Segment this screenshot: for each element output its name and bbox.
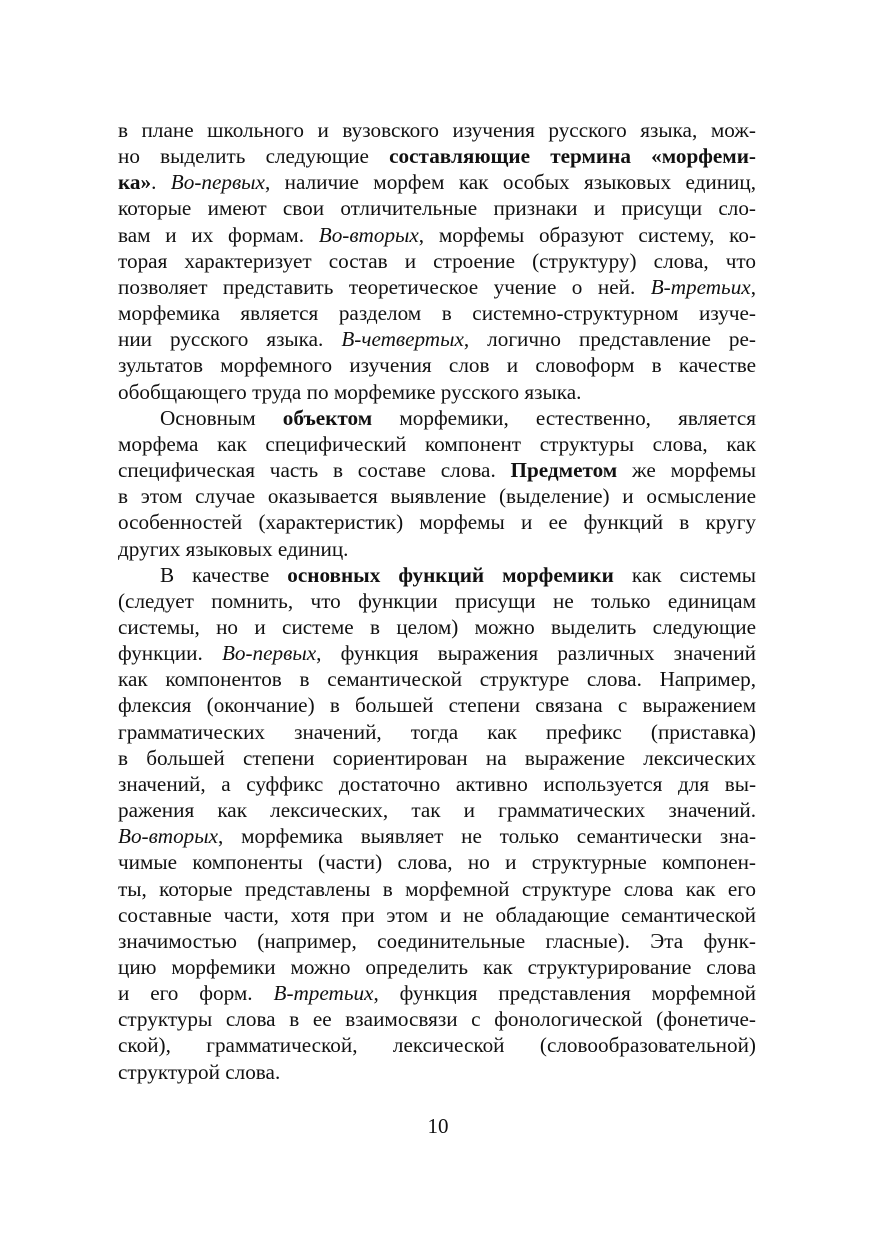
text-run: в плане школьного и вузовского изучения русского языка, мож-	[118, 118, 756, 142]
text-run: торая характеризует состав и строение (структуру) слова, что	[118, 248, 756, 273]
text-line	[118, 1032, 756, 1058]
italic-marker: В-третьих	[650, 274, 751, 299]
text-line	[118, 980, 756, 1006]
text-run: ,	[750, 274, 756, 299]
text-run: структуры слова в ее взаимосвязи с фонологической (фонетиче-	[118, 1007, 756, 1032]
text-line	[118, 719, 756, 745]
text-run: , функция представления морфемной	[373, 981, 756, 1006]
text-run: которые имеют свои отличительные признаки и присущи сло-	[118, 196, 756, 221]
bold-term: составляющие термина «морфеми-	[389, 144, 756, 169]
text-line	[118, 666, 756, 692]
text-line	[118, 143, 756, 169]
page-body-text	[118, 117, 756, 1085]
text-run: значимостью (например, соединительные гласные). Эта функ-	[118, 928, 756, 953]
text-run: цию морфемики можно определить как структурирование слова	[118, 955, 756, 979]
text-line	[118, 405, 756, 431]
text-line	[118, 588, 756, 614]
text-line	[118, 771, 756, 797]
text-line	[118, 509, 756, 535]
text-line	[118, 248, 756, 274]
text-run: в этом случае оказывается выявление (выделение) и осмысление	[118, 484, 756, 509]
paragraph-2	[118, 405, 756, 562]
text-line	[118, 876, 756, 902]
text-line	[118, 300, 756, 326]
text-run: позволяет представить теоретическое учение о ней.	[118, 274, 651, 299]
text-run: же морфемы	[617, 458, 756, 483]
text-run: специфическая часть в составе слова.	[118, 458, 511, 483]
text-run: чимые компоненты (части) слова, но и структурные компонен-	[118, 850, 756, 875]
text-run: , морфемика выявляет не только семантически зна-	[218, 824, 756, 849]
text-run: особенностей (характеристик) морфемы и ее функций в кругу	[118, 510, 756, 535]
text-run: системы, но и системе в целом) можно выделить следующие	[118, 614, 756, 639]
text-line	[118, 352, 756, 378]
text-run: вам и их формам.	[118, 222, 319, 247]
text-run: , морфемы образуют систему, ко-	[418, 222, 756, 247]
text-run: морфема как специфический компонент структуры слова, как	[118, 431, 756, 456]
text-line	[118, 902, 756, 928]
text-line	[118, 274, 756, 300]
text-run: В качестве	[160, 562, 288, 587]
text-run: обобщающего труда по морфемике русского языка.	[118, 379, 582, 404]
text-run: нии русского языка.	[118, 327, 342, 352]
text-run: составные части, хотя при этом и не обладающие семантической	[118, 902, 756, 927]
text-run: грамматических значений, тогда как префикс (приставка)	[118, 719, 756, 744]
text-line	[118, 1059, 756, 1085]
text-line	[118, 195, 756, 221]
text-line	[118, 457, 756, 483]
text-run: (следует помнить, что функции присущи не только единицам	[118, 588, 756, 613]
text-line	[118, 954, 756, 980]
text-run: зультатов морфемного изучения слов и словоформ в качестве	[118, 353, 756, 378]
text-run: структурой слова.	[118, 1059, 281, 1084]
text-run: в большей степени сориентирован на выражение лексических	[118, 745, 756, 770]
text-line	[118, 692, 756, 718]
text-run: флексия (окончание) в большей степени связана с выражением	[118, 693, 756, 718]
text-line	[118, 614, 756, 640]
text-run: как компонентов в семантической структуре слова. Например,	[118, 667, 756, 692]
italic-marker: В-четвертых	[341, 327, 464, 352]
text-run: , логично представление ре-	[463, 327, 756, 352]
text-line	[118, 379, 756, 405]
text-line	[118, 483, 756, 509]
text-run: морфемика является разделом в системно-структурном изуче-	[118, 301, 756, 326]
text-run: и его форм.	[118, 981, 274, 1006]
text-run: Основным	[160, 405, 283, 430]
bold-term: основных функций морфемики	[287, 562, 614, 587]
italic-marker: Во-вторых	[118, 824, 219, 849]
text-run: как системы	[613, 562, 757, 587]
italic-marker: В-третьих	[273, 981, 374, 1006]
text-line	[118, 326, 756, 352]
text-run: ской), грамматической, лексической (словообразовательной)	[118, 1033, 756, 1058]
text-line	[118, 1006, 756, 1032]
text-run: функции.	[118, 641, 222, 666]
text-line	[118, 745, 756, 771]
text-run: но выделить следующие	[118, 144, 390, 169]
text-run: , наличие морфем как особых языковых единиц,	[264, 170, 757, 195]
bold-term: Предметом	[510, 458, 618, 483]
text-line	[118, 536, 756, 562]
text-run: значений, а суффикс достаточно активно используется для вы-	[118, 771, 756, 796]
italic-marker: Во-вторых	[318, 222, 419, 247]
page-number: 10	[427, 1114, 449, 1138]
text-line	[118, 928, 756, 954]
paragraph-3	[118, 562, 756, 1085]
bold-term: ка»	[118, 170, 152, 195]
text-line	[118, 823, 756, 849]
text-run: ты, которые представлены в морфемной структуре слова как его	[118, 876, 756, 901]
text-run: морфемики, естественно, является	[372, 405, 756, 430]
italic-marker: Во-первых	[221, 641, 317, 666]
text-run: ражения как лексических, так и грамматических значений.	[118, 798, 756, 823]
text-line	[118, 562, 756, 588]
text-line	[118, 222, 756, 248]
paragraph-1	[118, 117, 756, 405]
text-run: , функция выражения различных значений	[316, 641, 756, 666]
italic-marker: Во-первых	[170, 170, 265, 195]
text-line	[118, 640, 756, 666]
text-line	[118, 169, 756, 195]
text-line	[118, 431, 756, 457]
text-run: других языковых единиц.	[118, 536, 349, 561]
text-line	[118, 797, 756, 823]
text-line	[118, 849, 756, 875]
text-line	[118, 117, 756, 143]
text-run: .	[151, 170, 171, 195]
bold-term: объектом	[282, 405, 373, 430]
